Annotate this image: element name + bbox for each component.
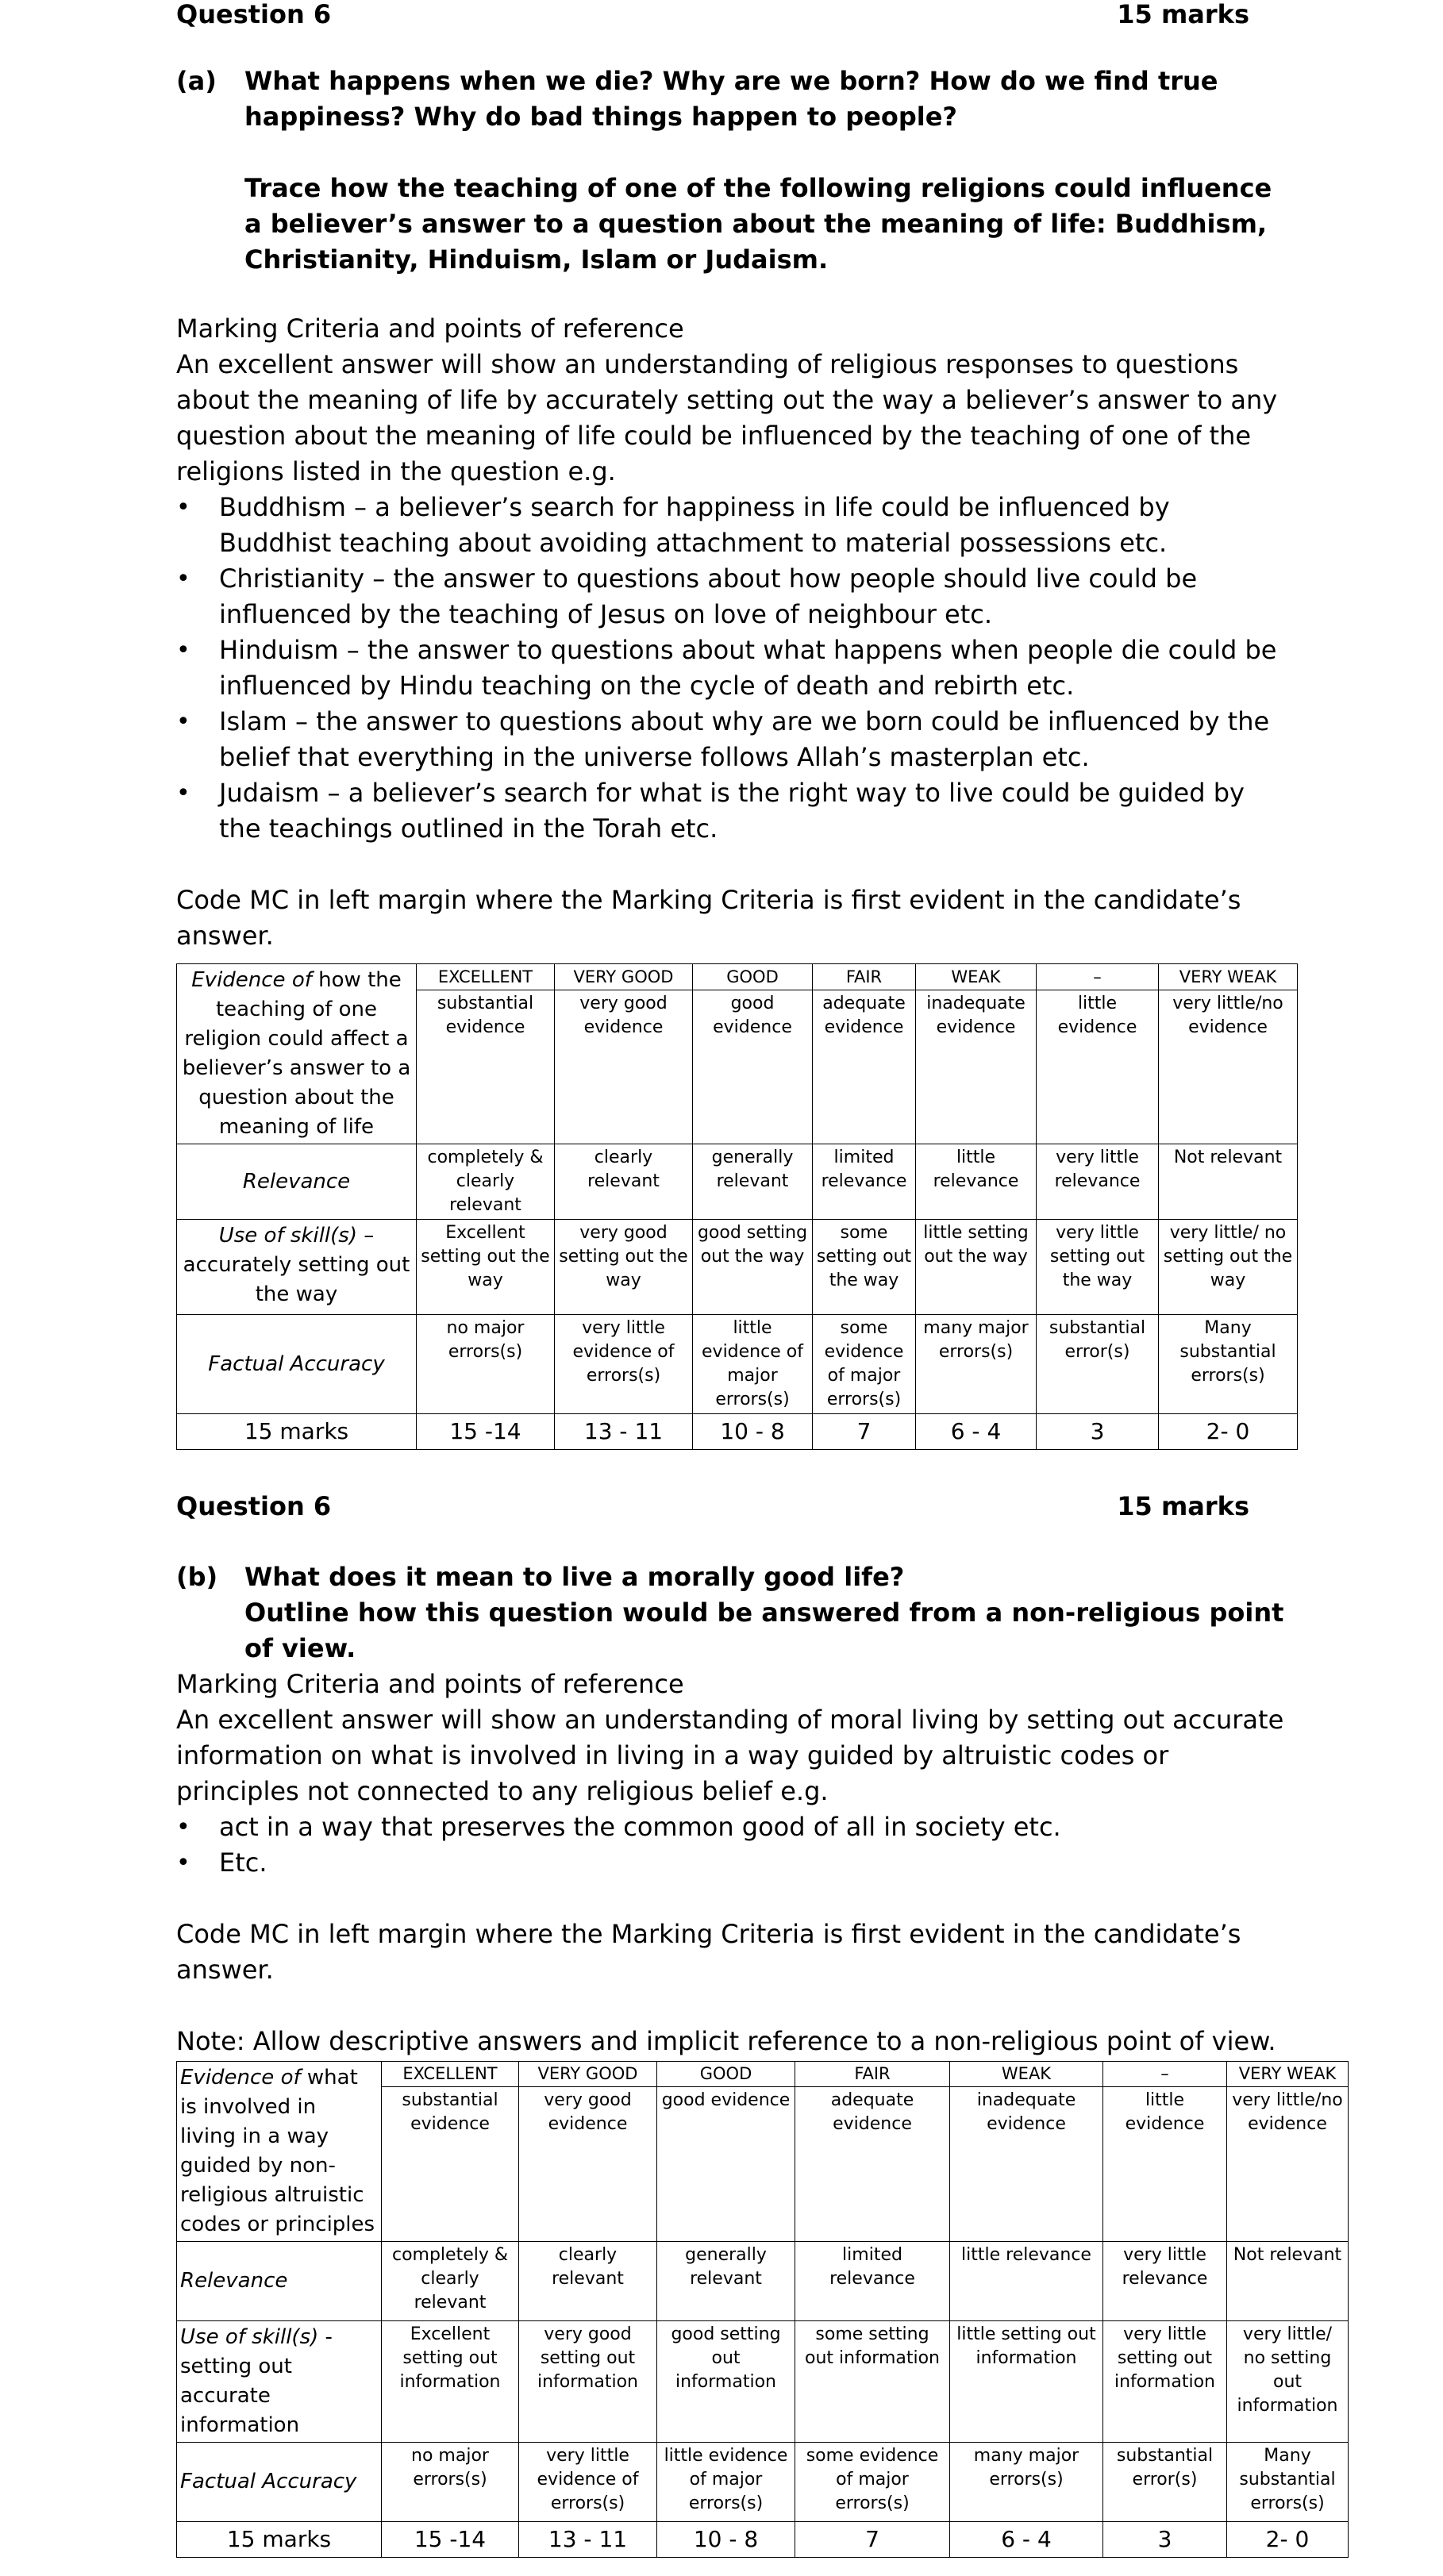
table-cell: very little/ no setting out information: [1227, 2321, 1349, 2443]
table-cell: Not relevant: [1227, 2242, 1349, 2321]
list-item: • act in a way that preserves the common good of all in society etc.: [176, 1809, 1287, 1845]
level-header: VERY WEAK: [1159, 964, 1298, 990]
list-item: • Buddhism – a believer’s search for happiness in life could be influenced by Buddhist teaching about avoiding attachment to material possessions etc.: [176, 490, 1287, 561]
table-cell: inadequate evidence: [916, 990, 1037, 1144]
table-cell: 10 - 8: [693, 1414, 813, 1450]
level-header: –: [1103, 2062, 1227, 2087]
table-row: [177, 1220, 1298, 1315]
relevance-row-head: Relevance: [177, 2242, 382, 2321]
table-cell: 6 - 4: [950, 2522, 1103, 2558]
table-cell: some setting out information: [795, 2321, 950, 2443]
table-cell: Many substantial errors(s): [1227, 2443, 1349, 2522]
table-cell: some evidence of major errors(s): [795, 2443, 950, 2522]
table-row: [177, 2321, 1349, 2443]
question-task: Trace how the teaching of one of the following religions could influence a believer’s answer to a question about the meaning of life: Buddhism, Christianity, Hinduism, Islam or Judaism.: [244, 173, 1272, 275]
question-marks: 15 marks: [1117, 0, 1249, 29]
criteria-bullet-list: [176, 1809, 1287, 1881]
level-header: VERY GOOD: [555, 964, 693, 990]
criteria-intro: An excellent answer will show an understanding of religious responses to questions about the meaning of life by accurately setting out the way a believer’s answer to any question about the meaning of life could be influenced by the teaching of one of the religions listed in the question e.g.: [176, 349, 1278, 486]
marking-criteria-a: [176, 311, 1287, 954]
allow-note: Note: Allow descriptive answers and implicit reference to a non-religious point of view.: [176, 2026, 1276, 2056]
criteria-heading: Marking Criteria and points of reference: [176, 1669, 684, 1699]
table-cell: clearly relevant: [555, 1144, 693, 1220]
marks-row-head: 15 marks: [177, 1414, 417, 1450]
table-row: [177, 1144, 1298, 1220]
evidence-row-head: Evidence of what is involved in living in a way guided by non-religious altruistic codes or principles: [177, 2062, 382, 2242]
table-row: [177, 2242, 1349, 2321]
table-cell: limited relevance: [795, 2242, 950, 2321]
level-header: –: [1037, 964, 1159, 990]
table-cell: substantial evidence: [382, 2086, 519, 2241]
list-item: • Judaism – a believer’s search for what is the right way to live could be guided by the teachings outlined in the Torah etc.: [176, 775, 1287, 847]
level-header: VERY WEAK: [1227, 2062, 1349, 2087]
table-cell: adequate evidence: [795, 2086, 950, 2241]
table-cell: good setting out information: [657, 2321, 795, 2443]
table-cell: Not relevant: [1159, 1144, 1298, 1220]
table-cell: 13 - 11: [555, 1414, 693, 1450]
marking-table-a: [176, 963, 1298, 1450]
table-cell: limited relevance: [813, 1144, 916, 1220]
table-cell: no major errors(s): [417, 1315, 555, 1414]
table-cell: many major errors(s): [950, 2443, 1103, 2522]
accuracy-row-head: Factual Accuracy: [177, 1315, 417, 1414]
list-item: • Hinduism – the answer to questions about what happens when people die could be influenced by Hindu teaching on the cycle of death and rebirth etc.: [176, 632, 1287, 704]
level-header: FAIR: [795, 2062, 950, 2087]
table-cell: good evidence: [693, 990, 813, 1144]
table-cell: very little evidence of errors(s): [555, 1315, 693, 1414]
table-cell: little evidence: [1037, 990, 1159, 1144]
list-item: • Islam – the answer to questions about why are we born could be influenced by the belief that everything in the universe follows Allah’s masterplan etc.: [176, 704, 1287, 775]
table-cell: Many substantial errors(s): [1159, 1315, 1298, 1414]
table-cell: 7: [795, 2522, 950, 2558]
level-header: VERY GOOD: [519, 2062, 657, 2087]
criteria-heading: Marking Criteria and points of reference: [176, 313, 684, 344]
marks-row-head: 15 marks: [177, 2522, 382, 2558]
table-cell: 7: [813, 1414, 916, 1450]
table-cell: very good setting out the way: [555, 1220, 693, 1315]
table-cell: no major errors(s): [382, 2443, 519, 2522]
question-header-b: [176, 1492, 1249, 1521]
level-header: GOOD: [693, 964, 813, 990]
table-cell: 10 - 8: [657, 2522, 795, 2558]
table-cell: Excellent setting out the way: [417, 1220, 555, 1315]
table-cell: substantial evidence: [417, 990, 555, 1144]
table-row: [177, 2062, 1349, 2087]
table-row: [177, 1414, 1298, 1450]
table-cell: substantial error(s): [1103, 2443, 1227, 2522]
table-cell: generally relevant: [693, 1144, 813, 1220]
question-prompt: What does it mean to live a morally good life?: [244, 1562, 905, 1592]
table-cell: good evidence: [657, 2086, 795, 2241]
skill-row-head: Use of skill(s) – accurately setting out the way: [177, 1220, 417, 1315]
table-cell: good setting out the way: [693, 1220, 813, 1315]
table-cell: little setting out the way: [916, 1220, 1037, 1315]
table-cell: very little setting out information: [1103, 2321, 1227, 2443]
table-cell: some setting out the way: [813, 1220, 916, 1315]
table-cell: generally relevant: [657, 2242, 795, 2321]
table-cell: many major errors(s): [916, 1315, 1037, 1414]
table-cell: completely & clearly relevant: [417, 1144, 555, 1220]
table-cell: little evidence of major errors(s): [693, 1315, 813, 1414]
marking-table-b: [176, 2061, 1349, 2558]
table-cell: little evidence: [1103, 2086, 1227, 2241]
table-cell: very little relevance: [1103, 2242, 1227, 2321]
table-cell: 15 -14: [417, 1414, 555, 1450]
table-cell: very little/no evidence: [1227, 2086, 1349, 2241]
table-cell: 13 - 11: [519, 2522, 657, 2558]
table-row: [177, 964, 1298, 990]
level-header: WEAK: [916, 964, 1037, 990]
list-item: • Christianity – the answer to questions about how people should live could be influenced by the teaching of Jesus on love of neighbour etc.: [176, 561, 1287, 632]
table-cell: clearly relevant: [519, 2242, 657, 2321]
code-mc-note: Code MC in left margin where the Marking Criteria is first evident in the candidate’s answer.: [176, 1919, 1241, 1985]
table-cell: 6 - 4: [916, 1414, 1037, 1450]
question-title: Question 6: [176, 0, 332, 29]
table-cell: substantial error(s): [1037, 1315, 1159, 1414]
table-cell: little relevance: [916, 1144, 1037, 1220]
table-cell: very good evidence: [519, 2086, 657, 2241]
table-cell: very good evidence: [555, 990, 693, 1144]
question-prompt: What happens when we die? Why are we born? How do we find true happiness? Why do bad things happen to people?: [244, 66, 1218, 132]
table-cell: completely & clearly relevant: [382, 2242, 519, 2321]
table-cell: 3: [1037, 1414, 1159, 1450]
table-cell: some evidence of major errors(s): [813, 1315, 916, 1414]
table-cell: adequate evidence: [813, 990, 916, 1144]
relevance-row-head: Relevance: [177, 1144, 417, 1220]
code-mc-note: Code MC in left margin where the Marking Criteria is first evident in the candidate’s answer.: [176, 885, 1241, 951]
question-part-a: [176, 63, 1287, 278]
table-cell: 3: [1103, 2522, 1227, 2558]
question-header-a: [176, 0, 1249, 29]
level-header: EXCELLENT: [417, 964, 555, 990]
question-title: Question 6: [176, 1491, 332, 1521]
level-header: EXCELLENT: [382, 2062, 519, 2087]
level-header: GOOD: [657, 2062, 795, 2087]
part-label: (b): [176, 1562, 218, 1592]
level-header: FAIR: [813, 964, 916, 990]
table-row: [177, 2522, 1349, 2558]
evidence-row-head: Evidence of how the teaching of one religion could affect a believer’s answer to a question about the meaning of life: [177, 964, 417, 1144]
table-cell: very little setting out the way: [1037, 1220, 1159, 1315]
accuracy-row-head: Factual Accuracy: [177, 2443, 382, 2522]
table-cell: very little relevance: [1037, 1144, 1159, 1220]
skill-row-head: Use of skill(s) - setting out accurate information: [177, 2321, 382, 2443]
table-cell: 15 -14: [382, 2522, 519, 2558]
question-marks: 15 marks: [1117, 1491, 1249, 1521]
table-cell: very little/no evidence: [1159, 990, 1298, 1144]
table-cell: 2- 0: [1159, 1414, 1298, 1450]
table-cell: little relevance: [950, 2242, 1103, 2321]
table-cell: very little evidence of errors(s): [519, 2443, 657, 2522]
table-cell: little setting out information: [950, 2321, 1103, 2443]
criteria-bullet-list: [176, 490, 1287, 847]
table-cell: very little/ no setting out the way: [1159, 1220, 1298, 1315]
marking-criteria-b: [176, 1667, 1287, 2059]
question-part-b: [176, 1559, 1287, 1667]
question-task: Outline how this question would be answered from a non-religious point of view.: [244, 1598, 1284, 1663]
part-label: (a): [176, 66, 217, 96]
criteria-intro: An excellent answer will show an understanding of moral living by setting out accurate information on what is involved in living in a way guided by altruistic codes or principles not connected to any religious belief e.g.: [176, 1705, 1284, 1806]
level-header: WEAK: [950, 2062, 1103, 2087]
table-cell: 2- 0: [1227, 2522, 1349, 2558]
table-row: [177, 1315, 1298, 1414]
table-cell: Excellent setting out information: [382, 2321, 519, 2443]
table-cell: very good setting out information: [519, 2321, 657, 2443]
table-cell: little evidence of major errors(s): [657, 2443, 795, 2522]
table-cell: inadequate evidence: [950, 2086, 1103, 2241]
list-item: • Etc.: [176, 1845, 1287, 1881]
table-row: [177, 2443, 1349, 2522]
